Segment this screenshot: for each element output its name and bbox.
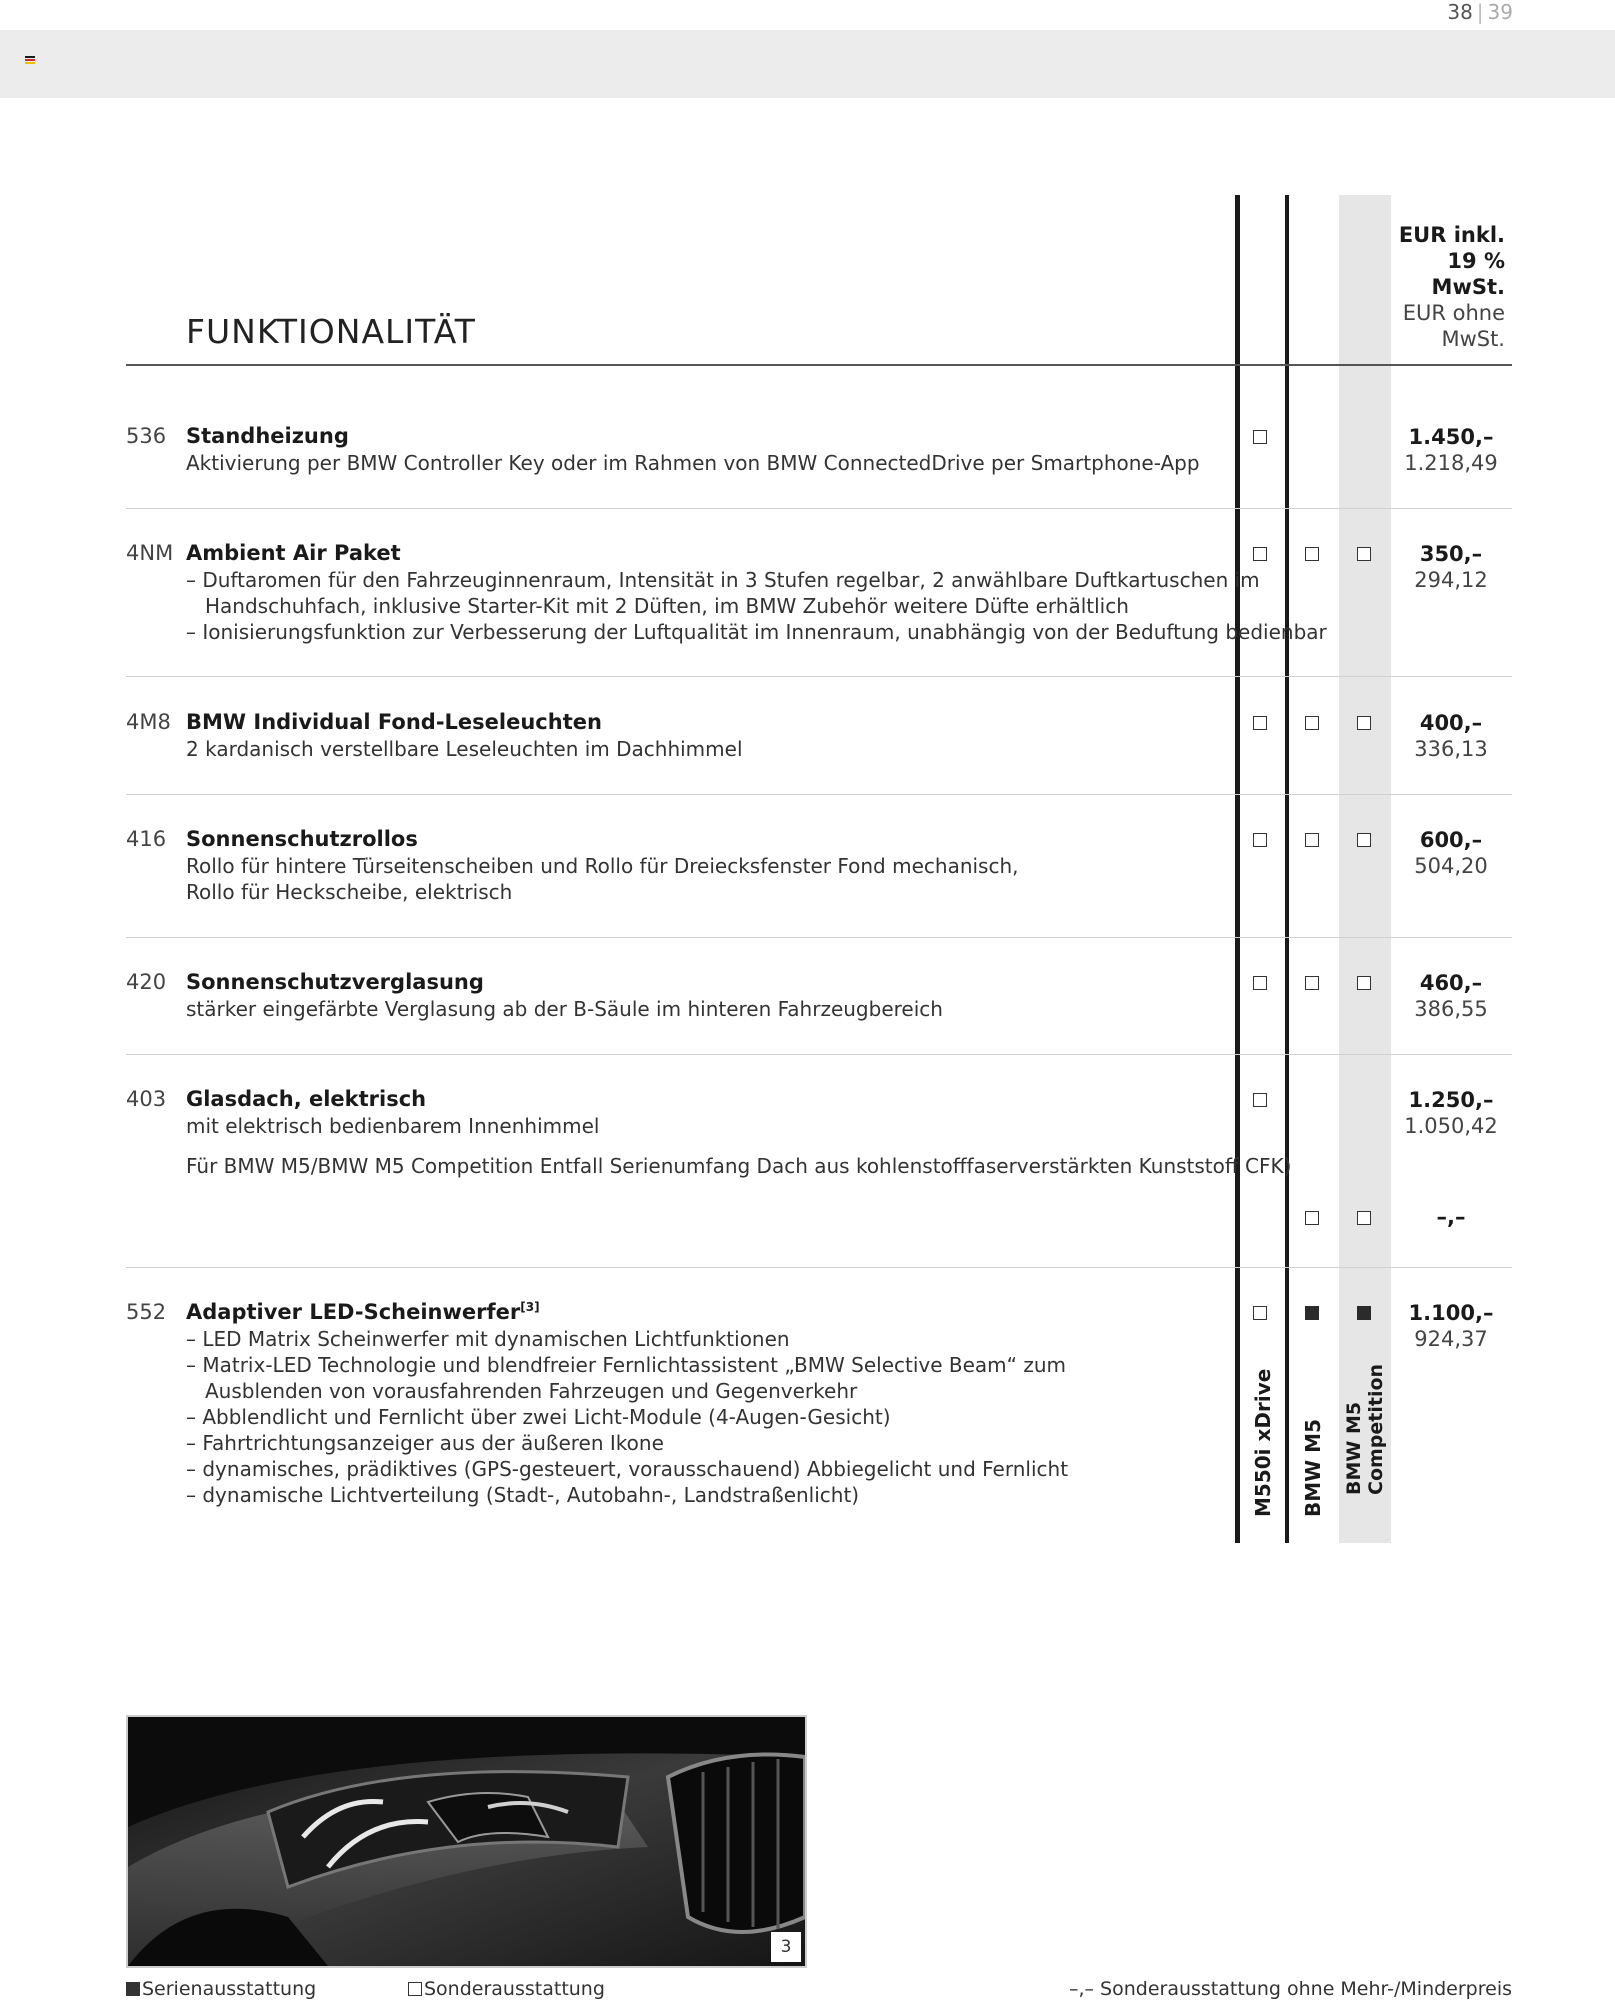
option-checkbox-m5 [1305,547,1319,561]
bullet: – dynamische Lichtverteilung (Stadt-, Autobahn-, Landstraßenlicht) [186,1482,1356,1508]
item-code: 4M8 [126,710,171,734]
bullet: – Matrix-LED Technologie und blendfreier Fernlichtassistent „BMW Selective Beam“ zum Ausblenden von vorausfahrenden Fahrzeugen und Gegenverkehr [186,1352,1146,1404]
option-checkbox-m5-competition [1357,833,1371,847]
option-checkbox-m5 [1305,716,1319,730]
item-name: BMW Individual Fond-Leseleuchten [186,710,602,734]
price-gross: 600,– [1419,828,1483,852]
item-description: stärker eingefärbte Verglasung ab der B-Säule im hinteren Fahrzeugbereich [186,997,943,1021]
header-divider [126,364,1512,366]
standard-checkbox-m5-competition [1357,1306,1371,1320]
legend-no-price: –,– Sonderausstattung ohne Mehr-/Minderpreis [1068,1978,1512,2000]
legend-option: Sonderausstattung [408,1978,605,2000]
price-gross: 1.450,– [1408,425,1494,449]
item-code: 420 [126,970,167,994]
item-name: Ambient Air Paket [186,541,401,565]
item-description [186,853,1356,905]
item-code: 4NM [126,541,174,565]
item-price [1396,827,1506,879]
option-checkbox-m550i [1253,1306,1267,1320]
item-name: Sonnenschutzverglasung [186,970,484,994]
description-line: Rollo für Heckscheibe, elektrisch [186,880,513,904]
item-name: Standheizung [186,424,349,448]
item-description: Aktivierung per BMW Controller Key oder im Rahmen von BMW ConnectedDrive per Smartphone-App [186,451,1200,475]
page-number: 38 | 39 [1447,0,1513,24]
price-net: 1.050,42 [1404,1114,1498,1138]
option-checkbox-m550i [1253,1093,1267,1107]
column-header-m5-competition: BMW M5 Competition [1343,1363,1387,1495]
option-checkbox-m5 [1305,833,1319,847]
price-gross: 1.100,– [1408,1301,1494,1325]
price-net: 924,37 [1414,1327,1488,1351]
item-price [1396,1087,1506,1139]
item-description: mit elektrisch bedienbarem Innenhimmel [186,1114,600,1138]
price-gross: 1.250,– [1408,1088,1494,1112]
bullet: – Duftaromen für den Fahrzeuginnenraum, Intensität in 3 Stufen regelbar, 2 anwählbare Duftkartuschen im Handschuhfach, inklusive Starter-Kit mit 2 Düften, im BMW Zubehör weitere Düfte erhältlich [186,567,1356,619]
bullet: – dynamisches, prädiktives (GPS-gesteuert, vorausschauend) Abbiegelicht und Fernlicht [186,1456,1356,1482]
item-divider [126,1267,1512,1268]
bullet: – Abblendlicht und Fernlicht über zwei Licht-Module (4-Augen-Gesicht) [186,1404,1356,1430]
item-code: 536 [126,424,167,448]
description-line: Rollo für hintere Türseitenscheiben und Rollo für Dreiecksfenster Fond mechanisch, [186,854,1019,878]
bullet: – Ionisierungsfunktion zur Verbesserung der Luftqualität im Innenraum, unabhängig von der Beduftung bedienbar [186,619,1356,645]
item-price [1396,710,1506,762]
flag-icon [25,56,35,64]
price-net: 386,55 [1414,997,1488,1021]
price-gross: 350,– [1419,542,1483,566]
item-divider [126,508,1512,509]
headlight-image-icon [128,1717,805,1966]
bullet: – Fahrtrichtungsanzeiger aus der äußeren Ikone [186,1430,1356,1456]
section-title: FUNKTIONALITÄT [186,312,476,351]
option-checkbox-m5 [1305,976,1319,990]
item-divider [126,937,1512,938]
bullet: – LED Matrix Scheinwerfer mit dynamischen Lichtfunktionen [186,1326,1356,1352]
price-net: 336,13 [1414,737,1488,761]
headlight-photo [126,1715,807,1968]
price-gross: 460,– [1419,971,1483,995]
item-bullets [186,1326,1356,1508]
item-name: Glasdach, elektrisch [186,1087,427,1111]
column-header-m550i: M550i xDrive [1250,1368,1275,1517]
option-checkbox-m550i [1253,716,1267,730]
option-checkbox-m550i [1253,547,1267,561]
price-net: 504,20 [1414,854,1488,878]
price-gross: 400,– [1419,711,1483,735]
page-next: 39 [1487,0,1513,24]
item-price [1396,424,1506,476]
legend-standard: Serienausstattung [126,1978,316,2000]
column-header-m5: BMW M5 [1301,1419,1325,1517]
option-checkbox-m5-competition [1357,976,1371,990]
standard-square-icon [126,1982,140,1996]
option-checkbox-m5 [1305,1211,1319,1225]
photo-number: 3 [771,1932,801,1962]
option-checkbox-m550i [1253,430,1267,444]
item-code: 403 [126,1087,167,1111]
item-note: Für BMW M5/BMW M5 Competition Entfall Serienumfang Dach aus kohlenstofffaserverstärkten Kunststoff CFK) [186,1154,1292,1178]
item-description: 2 kardanisch verstellbare Leseleuchten im Dachhimmel [186,737,743,761]
note-price [1396,1204,1506,1230]
price-header [1395,222,1505,352]
top-bar [0,30,1615,98]
price-net: 1.218,49 [1404,451,1498,475]
item-name: Adaptiver LED-Scheinwerfer[3] [186,1300,540,1324]
item-divider [126,794,1512,795]
item-price [1396,1300,1506,1352]
item-divider [126,1054,1512,1055]
price-header-gross: EUR inkl. 19 % MwSt. [1398,223,1505,299]
item-divider [126,676,1512,677]
item-price [1396,541,1506,593]
option-checkbox-m5-competition [1357,1211,1371,1225]
option-checkbox-m5-competition [1357,547,1371,561]
option-checkbox-m5-competition [1357,716,1371,730]
option-checkbox-m550i [1253,833,1267,847]
price-net: 294,12 [1414,568,1488,592]
footnote-marker: [3] [520,1300,540,1314]
price-no-charge: –,– [1436,1205,1466,1229]
item-bullets [186,567,1356,645]
item-code: 416 [126,827,167,851]
item-price [1396,970,1506,1022]
option-square-icon [408,1982,422,1996]
option-checkbox-m550i [1253,976,1267,990]
price-header-net: EUR ohne MwSt. [1402,301,1505,351]
item-code: 552 [126,1300,167,1324]
item-name: Sonnenschutzrollos [186,827,418,851]
page-current: 38 [1447,0,1473,24]
standard-checkbox-m5 [1305,1306,1319,1320]
